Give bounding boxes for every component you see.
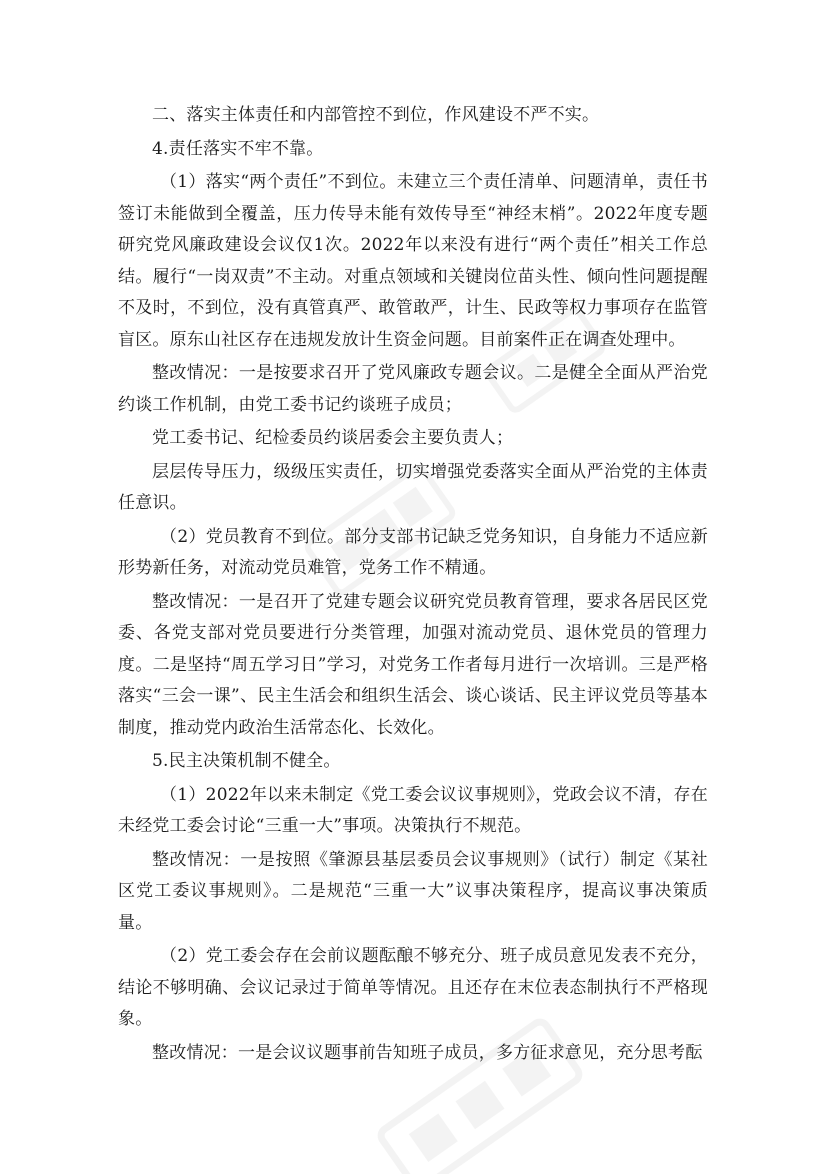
rectification-paragraph: 整改情况：一是按要求召开了党风廉政专题会议。二是健全全面从严治党约谈工作机制，由党工委书记约谈班子成员； [118, 363, 708, 415]
rectification-paragraph: 整改情况：一是会议议题事前告知班子成员，多方征求意见，充分思考酝 [152, 1042, 703, 1063]
body-paragraph: 层层传导压力，级级压实责任，切实增强党委落实全面从严治党的主体责任意识。 [118, 461, 708, 513]
issue-paragraph: （1）落实“两个责任”不到位。未建立三个责任清单、问题清单，责任书签订未能做到全覆盖，压力传导未能有效传导至“神经末梢”。2022年度专题研究党风廉政建设会议仅1次。2022年以来没有进行“两个责任”相关工作总结。履行“一岗双责”不主动。对重点领域和关键岗位苗头性、倾向性问题提醒不及时，不到位，没有真管真严、敢管敢严，计生、民政等权力事项存在监管盲区。原东山社区存在违规发放计生资金问题。目前案件正在调查处理中。 [118, 172, 708, 350]
subsection-heading: 5.民主决策机制不健全。 [152, 751, 341, 771]
rectification-paragraph: 整改情况：一是召开了党建专题会议研究党员教育管理，要求各居民区党委、各党支部对党员要进行分类管理，加强对流动党员、退休党员的管理力度。二是坚持“周五学习日”学习，对党务工作者每月进行一次培训。三是严格落实“三会一课”、民主生活会和组织生活会、谈心谈话、民主评议党员等基本制度，推动党内政治生活常态化、长效化。 [118, 591, 708, 738]
issue-paragraph: （2）党工委会存在会前议题酝酿不够充分、班子成员意见发表不充分，结论不够明确、会议记录过于简单等情况。且还存在末位表态制执行不严格现象。 [118, 946, 708, 1029]
issue-paragraph: （1）2022年以来未制定《党工委会议议事规则》，党政会议不清，存在未经党工委会讨论“三重一大”事项。决策执行不规范。 [118, 784, 708, 836]
issue-paragraph: （2）党员教育不到位。部分支部书记缺乏党务知识，自身能力不适应新形势新任务，对流动党员难管，党务工作不精通。 [118, 526, 708, 578]
subsection-heading: 4.责任落实不牢不靠。 [152, 138, 324, 159]
rectification-paragraph: 整改情况：一是按照《肇源县基层委员会议事规则》（试行）制定《某社区党工委议事规则》。二是规范“三重一大”议事决策程序，提高议事决策质量。 [118, 849, 708, 933]
body-paragraph: 党工委书记、纪检委员约谈居委会主要负责人； [152, 428, 514, 448]
section-heading: 二、落实主体责任和内部管控不到位，作风建设不严不实。 [152, 105, 600, 125]
document-body [118, 100, 708, 1071]
